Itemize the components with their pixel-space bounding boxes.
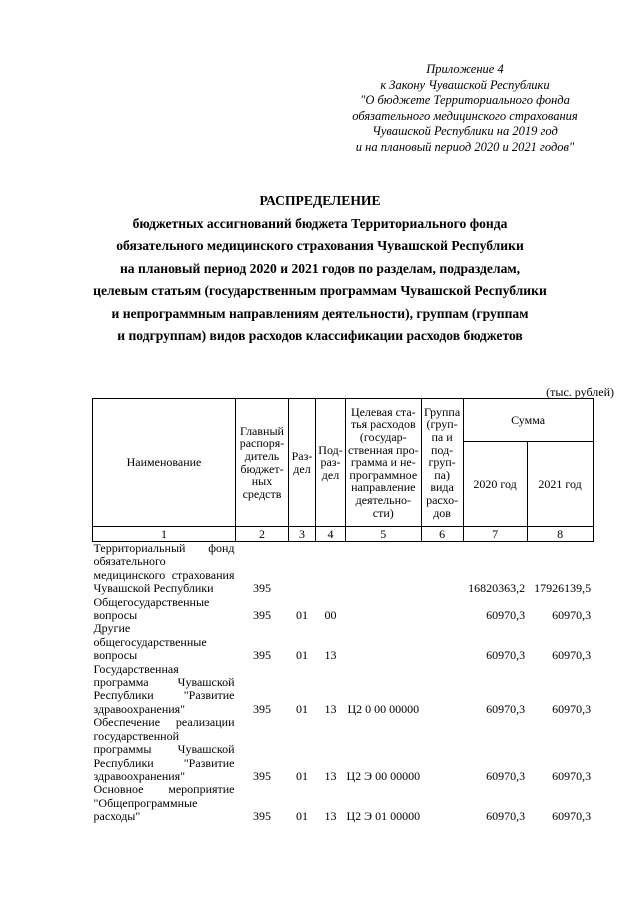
- appendix-line: Приложение 4: [426, 62, 504, 76]
- table-row: [93, 596, 594, 623]
- row-target-item: [346, 622, 422, 662]
- header-section: Раз-дел: [289, 399, 316, 527]
- row-sum-2020: 60970,3: [486, 701, 526, 716]
- row-sum-2020: 60970,3: [486, 768, 526, 783]
- table-row: [93, 663, 594, 717]
- row-main-manager: 395: [253, 581, 271, 596]
- column-number: 5: [346, 527, 422, 542]
- appendix-line: обязательного медицинского страхования: [352, 108, 578, 123]
- row-main-manager: 395: [253, 768, 271, 783]
- column-number: 3: [289, 527, 316, 542]
- row-sum-2020: 60970,3: [486, 648, 526, 663]
- appendix-note: [300, 62, 630, 156]
- row-subsection: 00: [324, 608, 337, 623]
- row-expense-group: [421, 663, 463, 717]
- row-sum-2021: 60970,3: [552, 809, 592, 824]
- row-section: 01: [296, 809, 308, 824]
- row-target-item: Ц2 0 00 00000: [347, 701, 420, 716]
- row-sum-2020: 60970,3: [486, 809, 526, 824]
- document-title: [0, 190, 640, 348]
- row-subsection: 13: [324, 768, 337, 783]
- header-subsection: Под-раз-дел: [316, 399, 346, 527]
- row-section: 01: [296, 608, 308, 623]
- row-name: Общегосударственные вопросы: [93, 594, 210, 623]
- column-number: 4: [316, 527, 346, 542]
- column-number: 7: [463, 527, 527, 542]
- row-target-item: Ц2 Э 01 00000: [346, 809, 421, 824]
- table-row: [93, 716, 594, 783]
- row-sum-2021: 60970,3: [552, 768, 592, 783]
- row-main-manager: 395: [253, 701, 271, 716]
- row-subsection: 13: [324, 648, 337, 663]
- row-subsection: [316, 542, 346, 596]
- appendix-line: Чувашской Республики на 2019 год: [372, 124, 558, 139]
- row-target-item: [346, 596, 422, 623]
- appendix-line: к Закону Чувашской Республики: [380, 77, 550, 92]
- title-line: бюджетных ассигнований бюджета Территориального фонда: [132, 215, 508, 231]
- header-sum: Сумма: [463, 399, 593, 442]
- row-expense-group: [421, 783, 463, 823]
- table-row: [93, 542, 594, 596]
- row-sum-2021: 60970,3: [552, 648, 592, 663]
- row-name: Государственная программа Чувашской Республики "Развитие здравоохранения": [93, 661, 235, 716]
- row-subsection: 13: [324, 809, 337, 824]
- row-main-manager: 395: [253, 608, 271, 623]
- row-section: [289, 542, 316, 596]
- table-row: [93, 622, 594, 662]
- row-main-manager: 395: [253, 648, 271, 663]
- units-label: (тыс. рублей): [546, 385, 614, 399]
- row-main-manager: 395: [253, 809, 271, 824]
- title-line: обязательного медицинского страхования Чувашской Республики: [116, 238, 524, 253]
- title-line: и подгруппам) видов расходов классификации расходов бюджетов: [117, 328, 523, 343]
- row-sum-2021: 60970,3: [552, 608, 592, 623]
- table-row: [93, 783, 594, 823]
- header-name: Наименование: [93, 399, 236, 527]
- row-name: Основное мероприятие "Общепрограммные расходы": [93, 782, 235, 824]
- header-year-2020: 2020 год: [463, 442, 527, 527]
- column-number: 1: [93, 527, 236, 542]
- header-target-item: Целевая ста-тья расходов (государ-ственная про-грамма и не-программное направление деятельно-сти): [346, 399, 422, 527]
- header-main-manager: Главный распоря-дитель бюджет-ных средств: [236, 399, 289, 527]
- row-target-item: Ц2 Э 00 00000: [346, 768, 421, 783]
- row-name: Другие общегосударственные вопросы: [93, 621, 207, 663]
- column-number: 6: [421, 527, 463, 542]
- row-name: Территориальный фонд обязательного медицинского страхования Чувашской Республики: [93, 541, 235, 596]
- row-sum-2020: 60970,3: [486, 608, 526, 623]
- title-line: РАСПРЕДЕЛЕНИЕ: [259, 193, 381, 208]
- row-expense-group: [421, 596, 463, 623]
- row-section: 01: [296, 768, 308, 783]
- row-subsection: 13: [324, 701, 337, 716]
- title-line: целевым статьям (государственным программам Чувашской Республики: [93, 283, 547, 298]
- row-expense-group: [421, 542, 463, 596]
- appendix-line: "О бюджете Территориального фонда: [360, 93, 570, 108]
- header-expense-group: Группа (груп-па и под-груп-па) вида расхо-дов: [421, 399, 463, 527]
- title-line: на плановый период 2020 и 2021 годов по разделам, подразделам,: [119, 260, 521, 276]
- column-number: 2: [236, 527, 289, 542]
- column-number: 8: [527, 527, 593, 542]
- row-expense-group: [421, 622, 463, 662]
- budget-table: [92, 398, 594, 824]
- row-section: 01: [296, 648, 308, 663]
- row-section: 01: [296, 701, 308, 716]
- row-sum-2020: 16820363,2: [468, 581, 526, 596]
- row-sum-2021: 17926139,5: [534, 581, 592, 596]
- appendix-line: и на плановый период 2020 и 2021 годов": [355, 139, 575, 154]
- row-name: Обеспечение реализации государственной программы Чувашской Республики "Развитие здравоохранения": [93, 715, 235, 783]
- row-sum-2021: 60970,3: [552, 701, 592, 716]
- header-year-2021: 2021 год: [527, 442, 593, 527]
- title-line: и непрограммным направлениям деятельности), группам (группам: [111, 305, 529, 321]
- row-target-item: [346, 542, 422, 596]
- row-expense-group: [421, 716, 463, 783]
